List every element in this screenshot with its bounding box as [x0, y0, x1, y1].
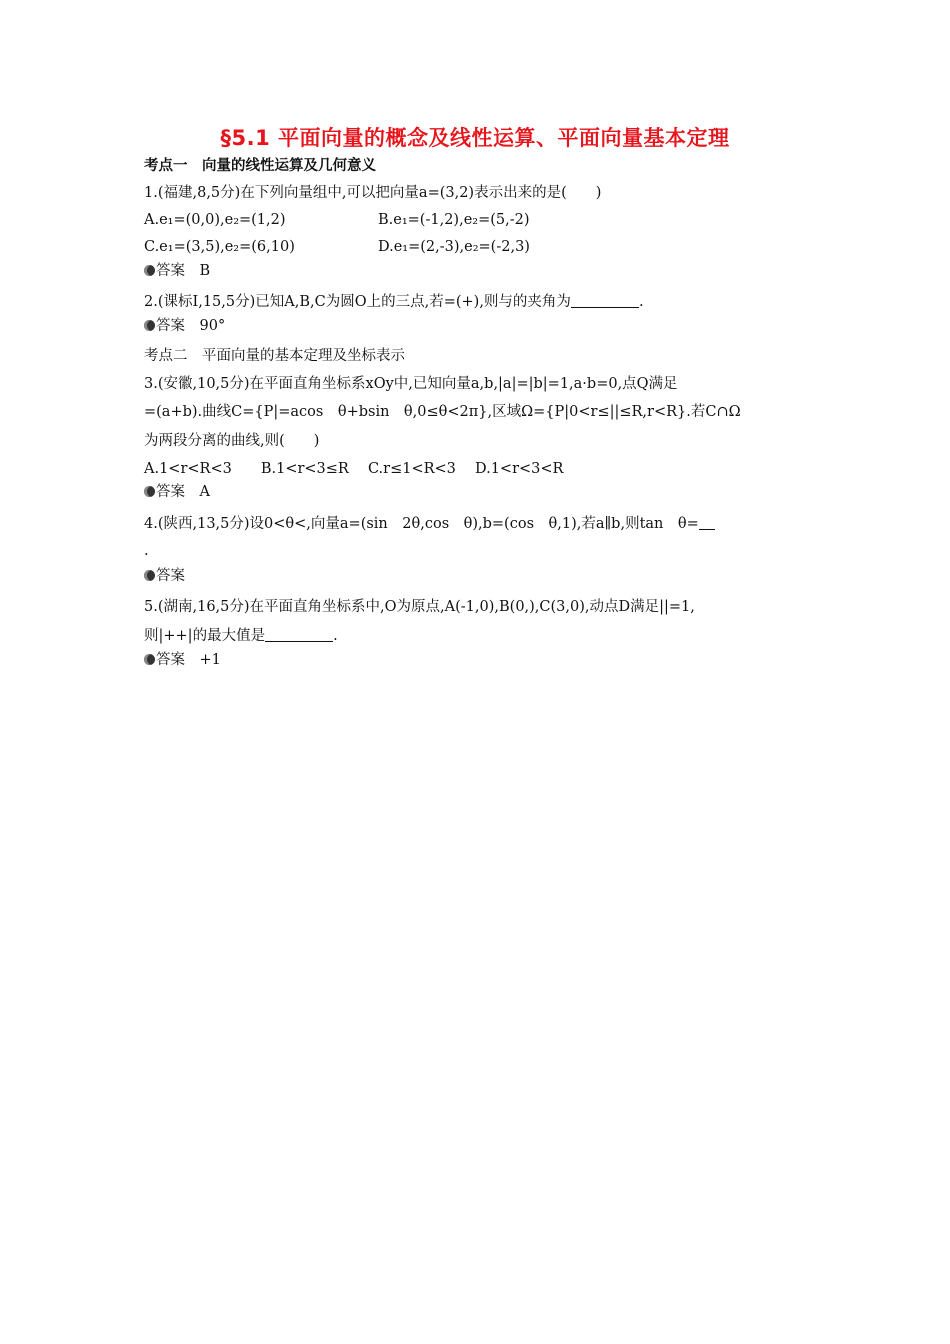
answer-blank	[571, 293, 639, 308]
answer-marker-icon	[144, 265, 155, 276]
option-d: D.e₁=(2,-3),e₂=(-2,3)	[378, 239, 530, 255]
question-5-stem: 则|++|的最大值是	[144, 628, 266, 644]
answer-value: A	[199, 484, 210, 500]
question-2-stem: 2.(课标Ⅰ,15,5分)已知A,B,C为圆O上的三点,若=(+),则与的夹角为	[144, 294, 571, 310]
question-5-line-2	[144, 626, 338, 646]
section-heading-1: 考点一 向量的线性运算及几何意义	[144, 158, 376, 174]
question-1-text: 1.(福建,8,5分)在下列向量组中,可以把向量a=(3,2)表示出来的是( )	[144, 185, 602, 201]
answer-marker-icon	[144, 570, 155, 581]
question-1-answer	[144, 261, 210, 281]
question-1-options-row-2	[144, 237, 530, 257]
answer-marker-icon	[144, 320, 155, 331]
question-5-end: .	[333, 628, 338, 644]
answer-value: B	[199, 263, 211, 279]
option-b: B.e₁=(-1,2),e₂=(5,-2)	[378, 212, 530, 228]
question-3-answer	[144, 482, 210, 502]
question-2-text	[144, 292, 644, 312]
question-4-line-1	[144, 514, 715, 534]
answer-label: 答案	[156, 318, 185, 334]
answer-label: 答案	[156, 652, 185, 668]
question-2-end: .	[638, 294, 644, 310]
answer-value: 90°	[199, 318, 226, 334]
question-4-answer	[144, 566, 185, 586]
answer-blank	[699, 515, 715, 530]
question-3-line-3: 为两段分离的曲线,则( )	[144, 433, 320, 449]
answer-blank	[265, 627, 333, 642]
question-3-line-2: =(a+b).曲线C={P|=acos θ+bsin θ,0≤θ<2π},区域Ω={P|0<r≤||≤R,r<R}.若C∩Ω	[144, 404, 741, 420]
question-4-stem: 4.(陕西,13,5分)设0<θ<,向量a=(sin 2θ,cos θ),b=(cos θ,1),若a∥b,则tan θ=	[144, 516, 699, 532]
answer-label: 答案	[156, 568, 185, 584]
answer-marker-icon	[144, 486, 155, 497]
answer-label: 答案	[156, 484, 185, 500]
section-heading-2: 考点二 平面向量的基本定理及坐标表示	[144, 348, 405, 364]
question-5-line-1: 5.(湖南,16,5分)在平面直角坐标系中,O为原点,A(-1,0),B(0,),C(3,0),动点D满足||=1,	[144, 599, 695, 615]
question-5-answer	[144, 650, 221, 670]
question-3-options: A.1<r<R<3 B.1<r<3≤R C.r≤1<R<3 D.1<r<3<R	[144, 461, 564, 477]
question-4-line-2: .	[144, 543, 149, 559]
answer-value: +1	[199, 652, 221, 668]
answer-label: 答案	[156, 263, 185, 279]
question-3-line-1: 3.(安徽,10,5分)在平面直角坐标系xOy中,已知向量a,b,|a|=|b|=1,a·b=0,点Q满足	[144, 376, 678, 392]
answer-marker-icon	[144, 654, 155, 665]
option-c: C.e₁=(3,5),e₂=(6,10)	[144, 239, 295, 255]
option-a: A.e₁=(0,0),e₂=(1,2)	[144, 212, 286, 228]
question-1-options-row-1	[144, 210, 530, 230]
page-title: §5.1 平面向量的概念及线性运算、平面向量基本定理	[220, 126, 730, 150]
question-2-answer	[144, 316, 225, 336]
